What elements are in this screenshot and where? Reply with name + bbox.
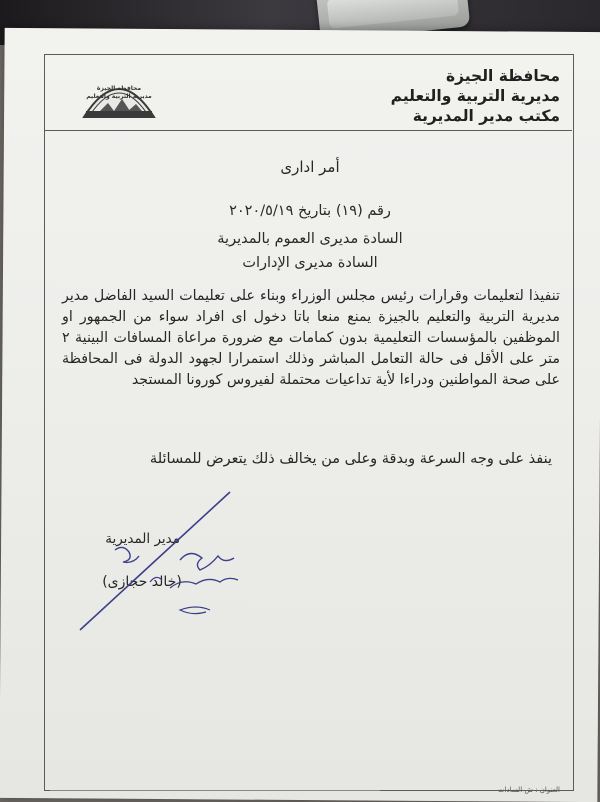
order-title: أمر ادارى (280, 158, 340, 176)
letterhead-office: مكتب مدير المديرية (412, 107, 560, 125)
handwritten-signature (60, 490, 280, 640)
signatory-title: مدير المديرية (105, 531, 180, 547)
letterhead-governorate: محافظة الجيزة (445, 67, 560, 85)
addressee-general-directors: السادة مديرى العموم بالمديرية (217, 231, 403, 247)
logo-line-governorate: محافظة الجيزة (96, 85, 142, 92)
logo-line-directorate: مديرية التربية والتعليم (86, 93, 152, 100)
letterhead-directorate: مديرية التربية والتعليم (390, 87, 560, 105)
letterhead (300, 66, 560, 126)
logo-text (80, 85, 158, 101)
order-body (62, 286, 560, 391)
order-body-paragraph: تنفيذا لتعليمات وقرارات رئيس مجلس الوزراء وبناء على تعليمات السيد الفاضل مدير مديرية التربية والتعليم بالجيزة يمنع منعا باتا دخول اى افراد سواء من الجمهور او الموظفين بالمؤسسات التعليمية بدون كمامات مع ضرورة مراعاة المسافات البينية ٢ متر على الأقل فى حالة التعامل المباشر وذلك استمرارا لجهود الدولة فى المحافظة على صحة المواطنين ودراءا لأية تداعيات محتملة لفيروس كورونا المستجد (62, 288, 560, 388)
execution-clause: ينفذ على وجه السرعة وبدقة وعلى من يخالف ذلك يتعرض للمسائلة (149, 451, 552, 467)
footer-divider (50, 790, 380, 791)
addressee-administration-directors: السادة مديرى الإدارات (242, 255, 378, 271)
directorate-logo (80, 67, 158, 121)
footer-address: العنوان : ش السادات (498, 786, 560, 794)
header-divider (44, 130, 572, 131)
signatory-name: (خالد حجازى) (102, 574, 182, 590)
order-number-date: رقم (١٩) بتاريخ ٢٠٢٠/٥/١٩ (229, 203, 391, 219)
